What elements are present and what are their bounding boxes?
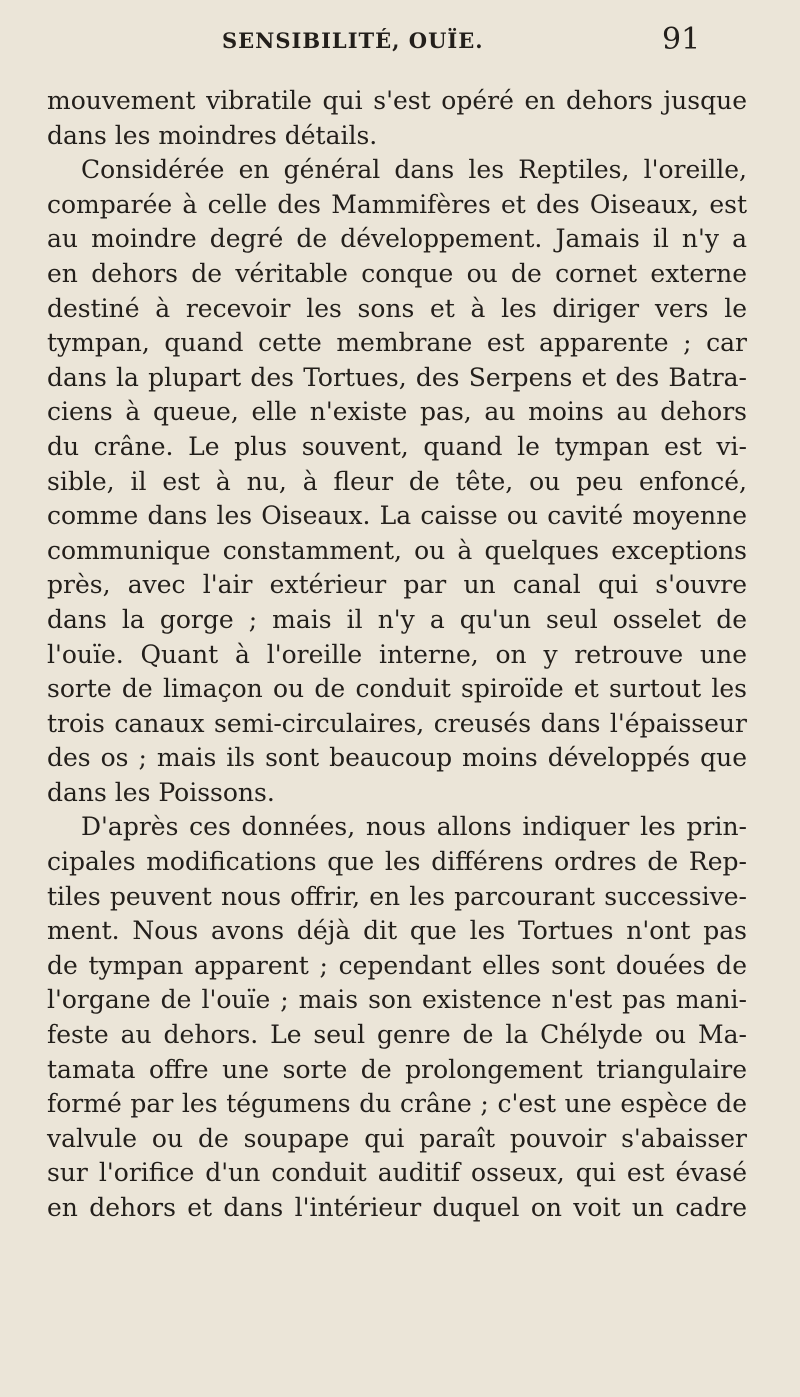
text-line: en dehors et dans l'intérieur duquel on voit un cadre (47, 1193, 747, 1222)
text-line: l'ouïe. Quant à l'oreille interne, on y retrouve une (47, 639, 747, 669)
page-number: 91 (662, 22, 701, 57)
text-line: cipales modifications que les différens ordres de Rep- (47, 847, 747, 877)
text-line: en dehors de véritable conque ou de cornet externe (47, 258, 747, 288)
text-line: feste au dehors. Le seul genre de la Chélyde ou Ma- (47, 1020, 747, 1050)
text-line: ciens à queue, elle n'existe pas, au moins au dehors (47, 397, 747, 427)
text-line: tympan, quand cette membrane est apparente ; car (47, 328, 747, 358)
text-line: trois canaux semi-circulaires, creusés dans l'épaisseur (47, 708, 747, 738)
text-line: Considérée en général dans les Reptiles, l'oreille, (81, 155, 747, 185)
text-line: près, avec l'air extérieur par un canal qui s'ouvre (47, 570, 747, 600)
text-line: ment. Nous avons déjà dit que les Tortues n'ont pas (47, 916, 747, 946)
text-line: tamata offre une sorte de prolongement triangulaire (47, 1054, 747, 1084)
text-line: communique constamment, ou à quelques exceptions (47, 535, 747, 565)
text-line: comparée à celle des Mammifères et des Oiseaux, est (47, 189, 747, 219)
text-line: des os ; mais ils sont beaucoup moins développés que (47, 743, 747, 773)
text-line: du crâne. Le plus souvent, quand le tympan est vi- (47, 431, 747, 461)
text-line: sorte de limaçon ou de conduit spiroïde et surtout les (47, 674, 747, 704)
text-line: destiné à recevoir les sons et à les diriger vers le (47, 293, 747, 323)
text-line: dans les moindres détails. (47, 120, 378, 150)
text-line: l'organe de l'ouïe ; mais son existence n'est pas mani- (47, 985, 747, 1015)
text-line: tiles peuvent nous offrir, en les parcourant successive- (47, 881, 747, 911)
text-line: au moindre degré de développement. Jamais il n'y a (47, 224, 747, 254)
text-line: D'après ces données, nous allons indiquer les prin- (81, 812, 747, 842)
text-line: sible, il est à nu, à fleur de tête, ou peu enfoncé, (47, 466, 747, 496)
text-line: mouvement vibratile qui s'est opéré en dehors jusque (47, 86, 747, 115)
text-line: dans la plupart des Tortues, des Serpens et des Batra- (47, 362, 747, 392)
running-title: SENSIBILITÉ, OUÏE. (222, 28, 484, 53)
running-head (222, 18, 702, 58)
text-line: valvule ou de soupape qui paraît pouvoir s'abaisser (47, 1123, 747, 1153)
text-line: formé par les tégumens du crâne ; c'est une espèce de (47, 1089, 747, 1119)
text-line: sur l'orifice d'un conduit auditif osseux, qui est évasé (47, 1158, 747, 1188)
text-line: dans les Poissons. (47, 777, 275, 807)
text-line: de tympan apparent ; cependant elles sont douées de (47, 950, 747, 980)
text-line: dans la gorge ; mais il n'y a qu'un seul osselet de (47, 604, 747, 634)
text-line: comme dans les Oiseaux. La caisse ou cavité moyenne (47, 501, 747, 531)
body-text (47, 84, 747, 1226)
